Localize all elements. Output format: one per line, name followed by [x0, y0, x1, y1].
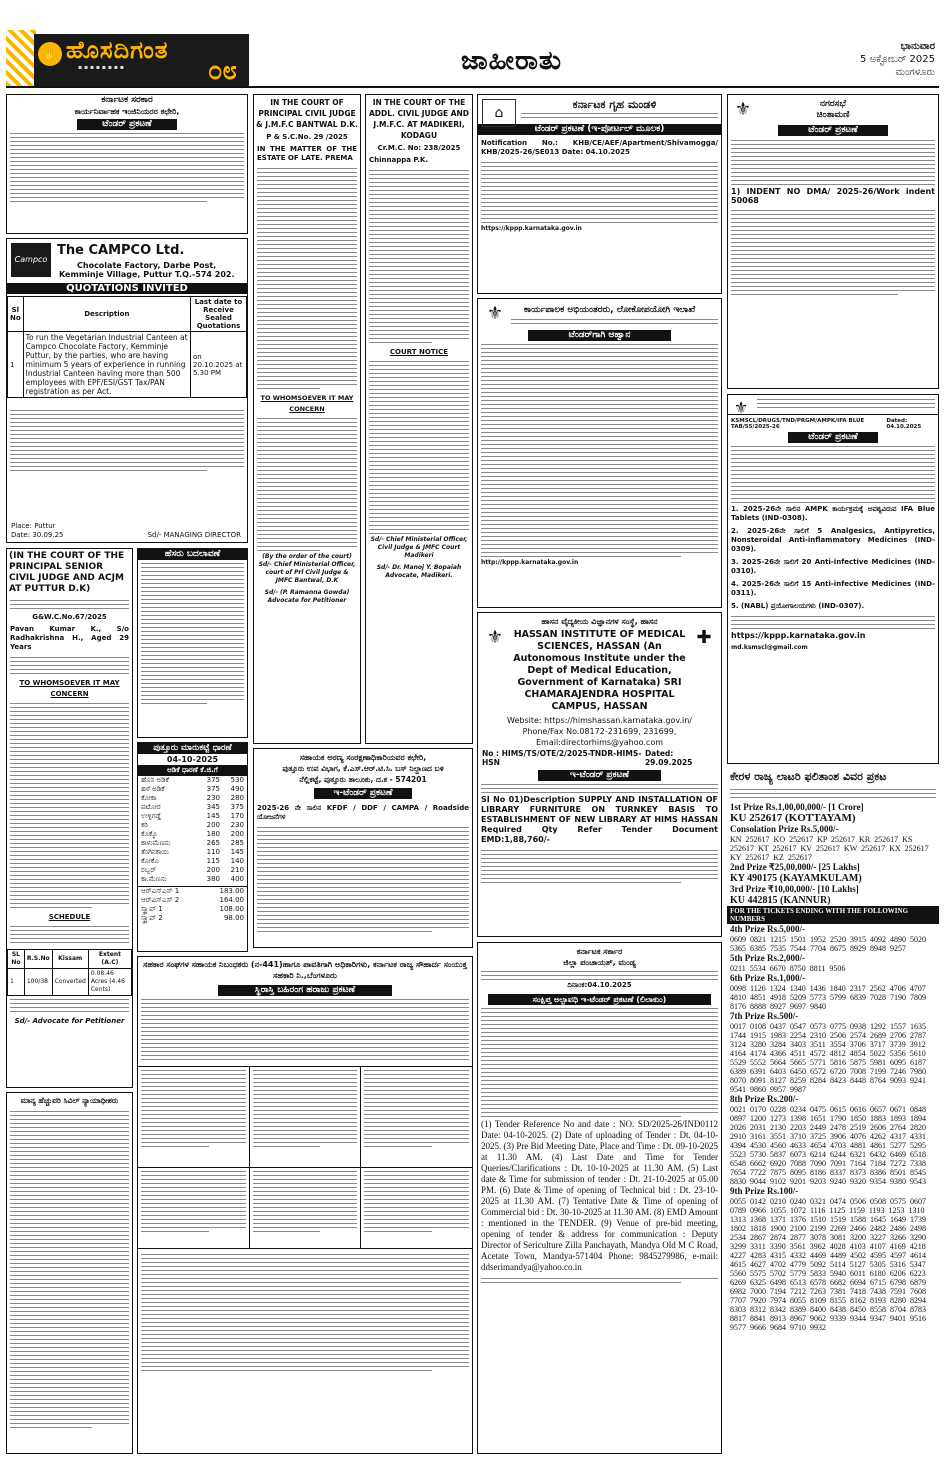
name-change-body-lines	[138, 563, 247, 704]
auction-body-lines-1	[138, 999, 472, 1060]
market-row	[138, 785, 247, 794]
lottery-third-number: KU 442815 (KANNUR)	[730, 895, 831, 906]
hassan-hims-tender	[477, 612, 722, 937]
campco-title: The CAMPCO Ltd.	[57, 243, 185, 258]
hassan-emblem-icon: ⚜	[486, 627, 504, 648]
hassan-phone: Phone/Fax No.08172-231699, 231699,	[522, 727, 677, 736]
mandya-body: (1) Tender Reference No and date : NO. SD/2025-26/IND0112 Date: 04-10-2025. (2) Date of uploading of Tender : Dt. 04-10-2025. (3) Pre Bid Meeting Date, Place and Time : Dt. 09-10-2025 at 11.30 AM. (4) Last Date and Time for Tender Queries/Clarifications : Dt. 10-10-2025 at 11.30 AM. (5) Last date & Time for submission of tender : Dt. 21-10-2025 at 05.00 PM. (6) Date & Time of opening of Technical bid : Dt. 23-10-2025 at 11.30 AM. (7) Tentative Date & Time of opening of Commercial bid : Dt. 30-10-2025 at 11.30 AM. (8) EMD Amount : mentioned in the TENDER. (9) Venue of pre-bid meeting, opening of tender & address for communication : Deputy Director of Sericulture Zilla Panchayath, Mandya Old M C Road, Acetate Town, Mandya-571404 Phone: 9845279986, e-mail: ddserimandya@yahoo.co.in	[481, 1119, 718, 1272]
market-min-price: 115	[206, 857, 220, 865]
bantwal-order: (By the order of the court) Sd/- Chief Ministerial Officer, court of Prl Civil Judge & JMFC Bantwal, D.K	[258, 553, 356, 584]
market-commodity: ಉಳ್ಳಿಗಡ್ಡೆ	[141, 812, 162, 820]
ksmscl-body-lines-2	[728, 616, 938, 629]
paper-name: ಹೊಸದಿಗಂತ	[66, 36, 169, 64]
ksmscl-header-lines	[754, 399, 938, 408]
hassan-email[interactable]: Email:directorhims@yahoo.com	[535, 738, 664, 747]
court-th-kissam: Kissam	[52, 950, 88, 969]
hassan-ref-row	[478, 748, 721, 768]
court-body-lines-1	[7, 600, 132, 609]
campco-subtitle: Chocolate Factory, Darbe Post,	[77, 261, 217, 270]
campco-td-date: on 20.10.2025 at 5.30 PM	[191, 332, 247, 398]
market-commodity: ಹೊಸ ಅಡಿಕೆ	[141, 776, 169, 784]
market-max-price: 285	[230, 839, 244, 847]
ksmscl-item-3: 3. 2025-26ನೇ ಸಾಲಿಗೆ 20 Anti-infective Medicines (IND-0310).	[731, 558, 935, 575]
karnataka-emblem-icon: ⚜	[486, 303, 504, 324]
madikeri-body-lines-1	[366, 170, 472, 343]
campco-address: Kemminje Village, Puttur T.Q.-574 202.	[59, 270, 235, 279]
rubber-price: 183.00	[219, 887, 244, 895]
hassan-website[interactable]: Website: https://himshassan.karnataka.gov.in/	[507, 716, 692, 725]
rubber-grade: ಆರ್‌ಎಸ್‌ಎಸ್ 1	[141, 887, 180, 895]
lottery-intro-lines	[727, 789, 939, 798]
auction-col-6	[361, 1168, 472, 1248]
forest-subtitle-2: ನೆಲ್ಲಿಕಟ್ಟೆ, ಪುತ್ತೂರು ತಾಲೂಕು, ದ.ಕ - 574201	[299, 775, 427, 784]
ksmscl-banner: ಟೆಂಡರ್ ಪ್ರಕಟಣೆ	[788, 432, 878, 443]
market-date: 04-10-2025	[166, 755, 219, 764]
court-th-rsno: R.S.No	[24, 950, 52, 969]
hims-logo-icon: ✚	[696, 627, 712, 648]
masthead-stripes	[6, 30, 36, 86]
forest-subtitle: ಪುತ್ತೂರು ಉಪ ವಿಭಾಗ, ಕೆ.ಎಸ್.ಆರ್.ಟಿ.ಸಿ. ಬಸ್ ನಿಲ್ದಾಣದ ಬಳಿ	[282, 764, 444, 773]
market-max-price: 140	[230, 857, 244, 865]
auction-col-4	[138, 1168, 250, 1248]
market-max-price: 490	[230, 785, 244, 793]
hassan-ref: No : HIMS/TS/OTE/2/2025-TNDR-HIMS-HSN	[482, 749, 642, 767]
pwd-title: ಕಾರ್ಯಪಾಲಕ ಅಭಿಯಂತರರು, ಲೋಕೋಪಯೋಗಿ ಇಲಾಖೆ	[523, 305, 696, 315]
forest-head: 2025-26 ನೇ ಸಾಲಿನ KFDF / DDF / CAMPA / Roadside ಯೋಜನೆಗಳ	[257, 804, 469, 821]
campco-place: Place: Puttur	[11, 522, 56, 530]
market-row	[138, 794, 247, 803]
nagarasabhe-title: ನಗರಸಭೆ	[820, 99, 846, 109]
madikeri-court-title: IN THE COURT OF THE ADDL. CIVIL JUDGE AND J.M.F.C. AT MADIKERI, KODAGU	[368, 98, 470, 140]
court-notice-heading: TO WHOMSOEVER IT MAY CONCERN	[19, 679, 120, 698]
ksmscl-item-5: 5. (NABL) ಪ್ರಯೋಗಾಲಯಗಳು (IND-0307).	[731, 602, 865, 610]
campco-banner: QUOTATIONS INVITED	[7, 283, 247, 294]
market-subtitle: ಅಡಿಕೆ ಧಾರಣೆ ಕೆ.ಜಿ.ಗೆ	[138, 765, 247, 776]
lottery-second-prize: 2nd Prize ₹25,00,000/- [25 Lakhs]	[730, 862, 860, 872]
market-commodity: ಕಾ.ಮೆಣಸು	[141, 875, 167, 883]
auction-col-3	[361, 1067, 472, 1167]
ksmscl-emblem-icon: ⚜	[733, 398, 749, 417]
court-body-lines-3	[7, 703, 132, 908]
market-commodity: ಕರಿ	[141, 821, 148, 829]
nagarasabhe-body-lines	[728, 140, 938, 185]
pwd-body-lines	[478, 344, 721, 557]
auction-col-2	[250, 1067, 362, 1167]
mandya-title: ಕರ್ನಾಟಕ ಸರ್ಕಾರ	[576, 947, 623, 956]
pwd-tender-ad	[477, 298, 722, 608]
rubber-row	[138, 896, 247, 905]
campco-table	[7, 296, 247, 398]
civil-court-notice-bottom	[6, 1092, 133, 1454]
market-rate-table	[138, 776, 247, 884]
market-min-price: 375	[206, 785, 220, 793]
mandya-subtitle: ಜಿಲ್ಲಾ ಪಂಚಾಯತ್, ಮಂಡ್ಯ	[563, 958, 636, 967]
lottery-consolation-numbers: KN 252617 KO 252617 KP 252617 KR 252617 KS 252617 KT 252617 KV 252617 KW 252617 KX 252617 KY 252617 KZ 252617	[730, 835, 929, 862]
lottery-prize-4-numbers: 0609 0821 1215 1501 1952 2520 3915 4092 4890 5020 5365 6385 7535 7544 7704 8675 8929 8948 9257	[730, 935, 926, 953]
campco-signatory: Sd/- MANAGING DIRECTOR	[147, 531, 241, 539]
court-td-slno: 1	[8, 969, 25, 996]
auction-body-lines-2	[138, 1248, 472, 1371]
auction-grid-2	[138, 1167, 472, 1248]
lottery-prize-7-numbers: 0017 0108 0437 0547 0573 0775 0938 1292 1557 1635 1744 1915 1983 2254 2310 2506 2574 2689 2706 2787 3124 3280 3284 3403 3511 3554 3706 3717 3739 3912 4164 4174 4366 4511 4572 4812 4854 5022 5356 5610 5529 5552 5664 5665 5771 5816 5875 5981 6095 6187 6389 6391 6403 6450 6572 6720 7008 7199 7246 7980 8070 8091 8127 8259 8284 8423 8448 8764 9093 9241 9541 9860 9957 9987	[730, 1022, 926, 1094]
page-number: ೦೮	[207, 56, 237, 86]
mandya-header-lines	[478, 971, 721, 980]
court-th-extent: Extent (A.C)	[88, 950, 131, 969]
forest-title: ಸಹಾಯಕ ಅರಣ್ಯ ಸಂರಕ್ಷಣಾಧಿಕಾರಿಯವರ ಕಛೇರಿ,	[299, 753, 427, 762]
market-row	[138, 875, 247, 884]
court-td-kissam: Converted	[52, 969, 88, 996]
lottery-title: ಕೇರಳ ರಾಜ್ಯ ಲಾಟರಿ ಫಲಿತಾಂಶ ವಿವರ ಪ್ರಕಟ	[730, 770, 887, 783]
auction-col-5	[250, 1168, 362, 1248]
ksmscl-email[interactable]: md.ksmscl@gmail.com	[731, 644, 808, 651]
market-min-price: 110	[206, 848, 220, 856]
market-max-price: 145	[230, 848, 244, 856]
section-title: ಜಾಹೀರಾತು	[461, 46, 562, 76]
rubber-rate-table	[138, 886, 247, 923]
rubber-row	[138, 887, 247, 896]
hassan-body-lines	[478, 784, 721, 793]
hassan-title-kn: ಹಾಸನ ವೈದ್ಯಕೀಯ ವಿಜ್ಞಾನಗಳ ಸಂಸ್ಥೆ, ಹಾಸನ	[541, 617, 658, 626]
lottery-third-prize: 3rd Prize ₹10,00,000/- [10 Lakhs]	[730, 884, 859, 894]
market-row	[138, 857, 247, 866]
ad-body-lines	[7, 133, 247, 202]
hassan-banner: ಇ-ಟೆಂಡರ್ ಪ್ರಕಟಣೆ	[538, 770, 661, 781]
auction-banner: ಸ್ಥಿರಾಸ್ತಿ ಬಹಿರಂಗ ಹರಾಜು ಪ್ರಕಟಣೆ	[218, 985, 392, 996]
market-max-price: 530	[230, 776, 244, 784]
lottery-first-number: KU 252617 (KOTTAYAM)	[730, 812, 856, 824]
lottery-prize-8-numbers: 0021 0170 0228 0234 0475 0615 0616 0657 0671 0848 0897 1200 1273 1398 1651 1790 1850 1883 1893 1894 2026 2031 2130 2203 2449 2478 2519 2606 2764 2820 2910 3161 3551 3710 3725 3906 4076 4262 4317 4331 4394 4530 4560 4633 4654 4703 4881 4861 5277 5295 5523 5730 5837 6073 6214 6244 6321 6432 6469 6518 6548 6662 6920 7088 7090 7091 7164 7184 7272 7338 7654 7722 7875 8095 8186 8337 8373 8386 8501 8545 8830 9044 9102 9201 9203 9240 9320 9354 9380 9543	[730, 1105, 926, 1186]
ksmscl-body-lines	[728, 446, 938, 503]
rubber-grade: ಆರ್‌ಎಸ್‌ಎಸ್ 2	[141, 896, 180, 904]
rubber-grade: ಸ್ಕ್ರ್ಯಾಪ್ 2	[141, 914, 163, 922]
market-row	[138, 812, 247, 821]
madikeri-petitioner: Chinnappa P.K.	[369, 156, 428, 164]
market-max-price: 210	[230, 866, 244, 874]
market-min-price: 180	[206, 830, 220, 838]
forest-dept-etender	[253, 748, 473, 948]
name-change-ad	[137, 548, 248, 738]
market-max-price: 280	[230, 794, 244, 802]
pwd-address-lines	[508, 319, 721, 324]
ksmscl-ref-row	[728, 414, 938, 430]
market-commodity: ರಬ್ಬರ್	[141, 866, 157, 874]
madikeri-court-notice	[365, 94, 473, 744]
housing-website[interactable]: https://kppp.karnataka.gov.in	[481, 225, 582, 232]
lottery-consolation: Consolation Prize Rs.5,000/-	[730, 824, 839, 834]
madikeri-body-lines-2	[366, 361, 472, 534]
lottery-note: FOR THE TICKETS ENDING WITH THE FOLLOWING NUMBERS	[727, 906, 939, 924]
rubber-price: 164.00	[219, 896, 244, 904]
market-row	[138, 839, 247, 848]
market-commodity: ಕೋಕೊ	[141, 857, 159, 865]
court-th-slno: SL No	[8, 950, 25, 969]
market-min-price: 200	[206, 866, 220, 874]
bantwal-case-no: P & S.C.No. 29 /2025	[266, 133, 348, 141]
issue-day: ಭಾನುವಾರ	[900, 41, 935, 52]
bantwal-court-title: IN THE COURT OF PRINCIPAL CIVIL JUDGE & J.M.F.C BANTWAL D.K.	[256, 98, 358, 129]
housing-logo-icon: ⌂	[482, 99, 516, 127]
market-title: ಪುತ್ತೂರು ಮಾರುಕಟ್ಟೆ ಧಾರಣೆ	[138, 743, 247, 754]
market-row	[138, 848, 247, 857]
court-schedule-table	[7, 949, 132, 996]
hassan-dated: Dated: 29.09.2025	[644, 749, 693, 767]
madikeri-advocate: Sd/- Dr. Manoj Y. Bopaiah Advocate, Madikeri.	[376, 564, 462, 579]
ksmscl-item-1: 1. 2025-26ನೇ ಸಾಲಿನ AMPK ಕಾರ್ಯಕ್ರಮಕ್ಕೆ ಅವಶ್ಯವಿರುವ IFA Blue Tablets (IND-0308).	[731, 505, 935, 522]
lottery-prize-9: 9th Prize Rs.100/-	[730, 1186, 799, 1196]
bottom-court-title: ಮಾನ್ಯ ಹೆಚ್ಚುವರಿ ಸಿವಿಲ್ ನ್ಯಾಯಾಧೀಶರು	[20, 1096, 119, 1105]
market-min-price: 200	[206, 821, 220, 829]
campco-logo: Campco	[11, 243, 51, 277]
bantwal-body-lines-2	[254, 418, 360, 551]
ad-banner: ಟೆಂಡರ್ ಪ್ರಕಟಣೆ	[77, 119, 177, 130]
court-petitioner: Pavan Kumar K., S/o Radhakrishna H., Aged 29 Years	[10, 625, 129, 651]
market-max-price: 400	[230, 875, 244, 883]
madikeri-notice-heading: COURT NOTICE	[389, 348, 449, 356]
mandya-date: ದಿನಾಂಕ:04.10.2025	[567, 981, 632, 989]
housing-address-lines	[518, 113, 721, 118]
ksmscl-date: Dated: 04.10.2025	[886, 418, 922, 430]
campco-td-slno: 1	[8, 332, 24, 398]
lottery-second-number: KY 490175 (KAYAMKULAM)	[730, 873, 862, 884]
court-case-no: G&W.C.No.67/2025	[32, 613, 107, 621]
bantwal-advocate: Sd/- (P. Ramanna Gowda) Advocate for Petitioner	[264, 589, 350, 604]
auction-title: ಸಹಕಾರ ಸಂಘಗಳ ಸಹಾಯಕ ನಿಬಂಧಕರು (ನ-441)ಹಾಗೂ ಪಾವತಿಗಾಗಿ ಅಧಿಕಾರಿಗಳು, ಕರ್ನಾಟಕ ರಾಜ್ಯ ಸೌಹಾರ್ದ ಸಂಯುಕ್ತ ಸಹಕಾರಿ ನಿ.,ಬೆಂಗಳೂರು	[143, 960, 467, 980]
pwd-banner: ಟೆಂಡರ್‌ಗಾಗಿ ಆಹ್ವಾನ	[528, 330, 671, 341]
campco-date: Date: 30.09.25	[11, 531, 64, 539]
hassan-body-lines-2	[478, 850, 721, 883]
lottery-first-prize: 1st Prize Rs.1,00,00,000/- [1 Crore]	[730, 802, 864, 812]
lottery-prize-7: 7th Prize Rs.500/-	[730, 1011, 799, 1021]
paper-tagline: ▪ ▪ ▪ ▪ ▪ ▪ ▪ ▪	[78, 64, 124, 71]
hassan-title-en: HASSAN INSTITUTE OF MEDICAL SCIENCES, HASSAN (An Autonomous Institute under the Dept of Medical Education, Government of Karnataka) SRI CHAMARAJENDRA HOSPITAL CAMPUS, HASSAN	[513, 629, 686, 712]
ad-govt-header: ಕರ್ನಾಟಕ ಸರಕಾರ	[101, 95, 153, 105]
campco-th-slno: Sl No	[8, 297, 24, 332]
hassan-body: SI No 01)Description SUPPLY AND INSTALLATION OF LIBRARY FURNITURE ON TURNKEY BASIS TO ESTABLISHMENT OF NEW LIBRARY AT HIMS HASSAN Required Qty Refer Tender Document EMD:1,88,760/-	[481, 795, 718, 844]
rubber-row	[138, 914, 247, 923]
nagarasabhe-banner: ಟೆಂಡರ್ ಪ್ರಕಟಣೆ	[778, 125, 888, 136]
ksmscl-item-4: 4. 2025-26ನೇ ಸಾಲಿಗೆ 15 Anti-infective Medicines (IND-0311).	[731, 580, 935, 597]
housing-title: ಕರ್ನಾಟಕ ಗೃಹ ಮಂಡಳಿ	[572, 98, 657, 111]
ad-office-header: ಕಾರ್ಯನಿರ್ವಾಹಕ ಇಂಜಿನಿಯರರ ಕಛೇರಿ,	[74, 107, 180, 116]
lottery-prize-9-numbers: 0055 0142 0210 0240 0321 0474 0506 0508 0575 0607 0789 0966 1055 1072 1116 1125 1159 1193 1253 1310 1313 1368 1371 1376 1510 1519 1588 1645 1649 1739 1802 1818 1900 2100 2199 2269 2466 2482 2486 2498 2534 2867 2874 2877 3078 3081 3200 3227 3266 3290 3299 3311 3390 3561 3962 4028 4103 4107 4169 4218 4227 4283 4315 4332 4469 4489 4502 4595 4597 4614 4615 4627 4702 4779 5092 5114 5127 5305 5316 5347 5560 5575 5702 5779 5833 5940 6011 6180 6206 6223 6269 6325 6498 6513 6578 6682 6694 6715 6798 6879 6982 7000 7194 7212 7263 7381 7418 7438 7591 7608 7707 7920 7974 8055 8109 8155 8162 8193 8280 8294 8303 8312 8342 8389 8400 8438 8450 8558 8704 8783 8817 8841 8913 8967 9062 9339 9344 9347 9401 9516 9577 9666 9684 9710 9932	[730, 1197, 926, 1332]
paper-logo	[34, 34, 249, 86]
forest-body-lines	[254, 827, 472, 932]
court-title: (IN THE COURT OF THE PRINCIPAL SENIOR CIVIL JUDGE AND ACJM AT PUTTUR D.K)	[9, 551, 125, 594]
court-body-lines-2	[7, 657, 132, 674]
market-max-price: 200	[230, 830, 244, 838]
lottery-prize-5: 5th Prize Rs.2,000/-	[730, 953, 805, 963]
issue-date: 5 ಅಕ್ಟೋಬರ್ 2025	[860, 54, 935, 65]
nagarasabhe-emblem-icon: ⚜	[734, 99, 752, 120]
rubber-price: 98.00	[223, 914, 244, 922]
kerala-lottery-results	[727, 768, 939, 1454]
puttur-court-notice	[6, 548, 133, 1088]
ksmscl-drugs-tender	[727, 394, 939, 764]
ksmscl-ref: KSMSCL/DRUGS/TND/PRGM/AMPK/IFA BLUE TAB/55/2025-26	[731, 418, 865, 430]
market-commodity: ಕೋಕಾ	[141, 794, 157, 802]
pwd-website[interactable]: http://kppp.karnataka.gov.in	[481, 559, 579, 566]
madikeri-signatory: Sd/- Chief Ministerial Officer, Civil Judge & JMFC Court Madikeri	[370, 536, 468, 559]
market-commodity: ಪಟೋರ	[141, 803, 161, 811]
rubber-row	[138, 905, 247, 914]
lottery-prize-5-numbers: 0211 5534 6670 8750 8811 9506	[730, 964, 846, 973]
lottery-prize-6-numbers: 0098 1126 1324 1340 1436 1840 2317 2562 4706 4707 4810 4851 4918 5209 5773 5799 6839 7028 7190 7809 8176 8888 8927 9697 9840	[730, 984, 926, 1011]
nagarasabhe-ref: 1) INDENT NO DMA/ 2025-26/Work indent 50068	[731, 187, 935, 205]
housing-board-tender	[477, 94, 722, 294]
mandya-footer-lines	[478, 1278, 721, 1283]
mandya-sericulture-tender	[477, 942, 722, 1454]
market-max-price: 230	[230, 821, 244, 829]
auction-col-1	[138, 1067, 250, 1167]
karkala-tender-ad	[6, 94, 248, 234]
housing-banner: ಟೆಂಡರ್ ಪ್ರಕಟಣೆ (ಇ-ಪೋರ್ಟಲ್ ಮೂಲಕ)	[478, 124, 721, 135]
campco-quotation-ad	[6, 238, 248, 543]
court-td-extent: 0.08.46 Acres (4.46 Cents)	[88, 969, 131, 996]
forest-banner: ಇ-ಟೆಂಡರ್ ಪ್ರಕಟಣೆ	[314, 788, 412, 799]
market-min-price: 265	[206, 839, 220, 847]
ksmscl-website[interactable]: https://kppp.karnataka.gov.in	[731, 631, 866, 640]
market-max-price: 170	[230, 812, 244, 820]
madikeri-case-no: Cr.M.C. No: 238/2025	[377, 144, 461, 152]
issue-city: ಮಂಗಳೂರು	[895, 67, 935, 78]
market-row	[138, 821, 247, 830]
chintamani-nagarasabhe-tender	[727, 94, 939, 389]
housing-notification: Notification No.: KHB/CE/AEF/Apartment/Shivamogga/ KHB/2025-26/SE013 Date: 04.10.2025	[481, 139, 718, 156]
market-commodity: ತೆಂಗಿನಕಾಯಿ	[141, 848, 169, 856]
date-block	[860, 40, 935, 79]
bantwal-matter: IN THE MATTER OF THE ESTATE OF LATE. PREMA	[257, 145, 357, 162]
puttur-market-rates	[137, 742, 248, 952]
court-signatory: Sd/- Advocate for Petitioner	[14, 1017, 125, 1025]
campco-td-desc: To run the Vegetarian Industrial Canteen at Campco Chocolate Factory, Kemminje Puttur, by the parties, who are having minimum 5 years of experience in running Industrial Canteen having more than 500 employees with EPF/ESI/GST Tax/PAN registration as per Act.	[23, 332, 190, 398]
market-row	[138, 776, 247, 785]
court-body-lines-5	[7, 999, 132, 1012]
market-row	[138, 803, 247, 812]
campco-body-lines	[7, 407, 247, 471]
court-body-lines-4	[7, 926, 132, 943]
auction-grid	[138, 1066, 472, 1167]
property-auction-notice	[137, 956, 473, 1454]
court-td-rsno: 100/38	[24, 969, 52, 996]
market-min-price: 145	[206, 812, 220, 820]
bantwal-court-notice	[253, 94, 361, 744]
lottery-prize-4: 4th Prize Rs.5,000/-	[730, 924, 805, 934]
market-min-price: 375	[206, 776, 220, 784]
market-min-price: 345	[206, 803, 220, 811]
nagarasabhe-body-lines-2	[728, 210, 938, 295]
market-max-price: 375	[230, 803, 244, 811]
campco-th-date: Last date to Receive Sealed Quotations	[191, 297, 247, 332]
masthead	[6, 0, 939, 88]
rubber-grade: ಸ್ಕ್ರ್ಯಾಪ್ 1	[141, 905, 163, 913]
market-row	[138, 830, 247, 839]
market-min-price: 230	[206, 794, 220, 802]
nagarasabhe-subtitle: ಚಿಂತಾಮಣಿ	[816, 110, 850, 120]
housing-body-lines	[478, 162, 721, 223]
bantwal-body-lines-1	[254, 168, 360, 389]
mandya-banner: ಸಂಕ್ಷಿಪ್ತ ಅಲ್ಪಾವಧಿ ಇ-ಟೆಂಡರ್ ಪ್ರಕಟಣೆ (ಲಿಲಾಕುಂ)	[488, 994, 711, 1005]
ksmscl-item-2: 2. 2025-26ನೇ ಸಾಲಿಗೆ 5 Analgesics, Antipyretics, Nonsteroidal Anti-inflammatory Medicines (IND-0309).	[731, 527, 935, 553]
market-row	[138, 866, 247, 875]
market-min-price: 380	[206, 875, 220, 883]
court-schedule-heading: SCHEDULE	[48, 913, 91, 921]
lottery-prize-8: 8th Prize Rs.200/-	[730, 1094, 799, 1104]
bantwal-notice-heading: TO WHOMSOEVER IT MAY CONCERN	[260, 394, 354, 413]
campco-th-desc: Description	[23, 297, 190, 332]
bottom-court-lines	[7, 1111, 132, 1428]
lottery-prize-6: 6th Prize Rs.1,000/-	[730, 973, 805, 983]
logo-emblem-icon: ✋	[38, 42, 62, 66]
rubber-price: 108.00	[219, 905, 244, 913]
name-change-title: ಹೆಸರು ಬದಲಾವಣೆ	[138, 549, 247, 560]
mandya-body-lines	[478, 1008, 721, 1117]
market-commodity: ಕಾಳುಮೆಣಸು	[141, 839, 171, 847]
market-commodity: ಹಳೆ ಅಡಿಕೆ	[141, 785, 165, 793]
market-commodity: ಕೊಕ್ಕೊ	[141, 830, 158, 838]
